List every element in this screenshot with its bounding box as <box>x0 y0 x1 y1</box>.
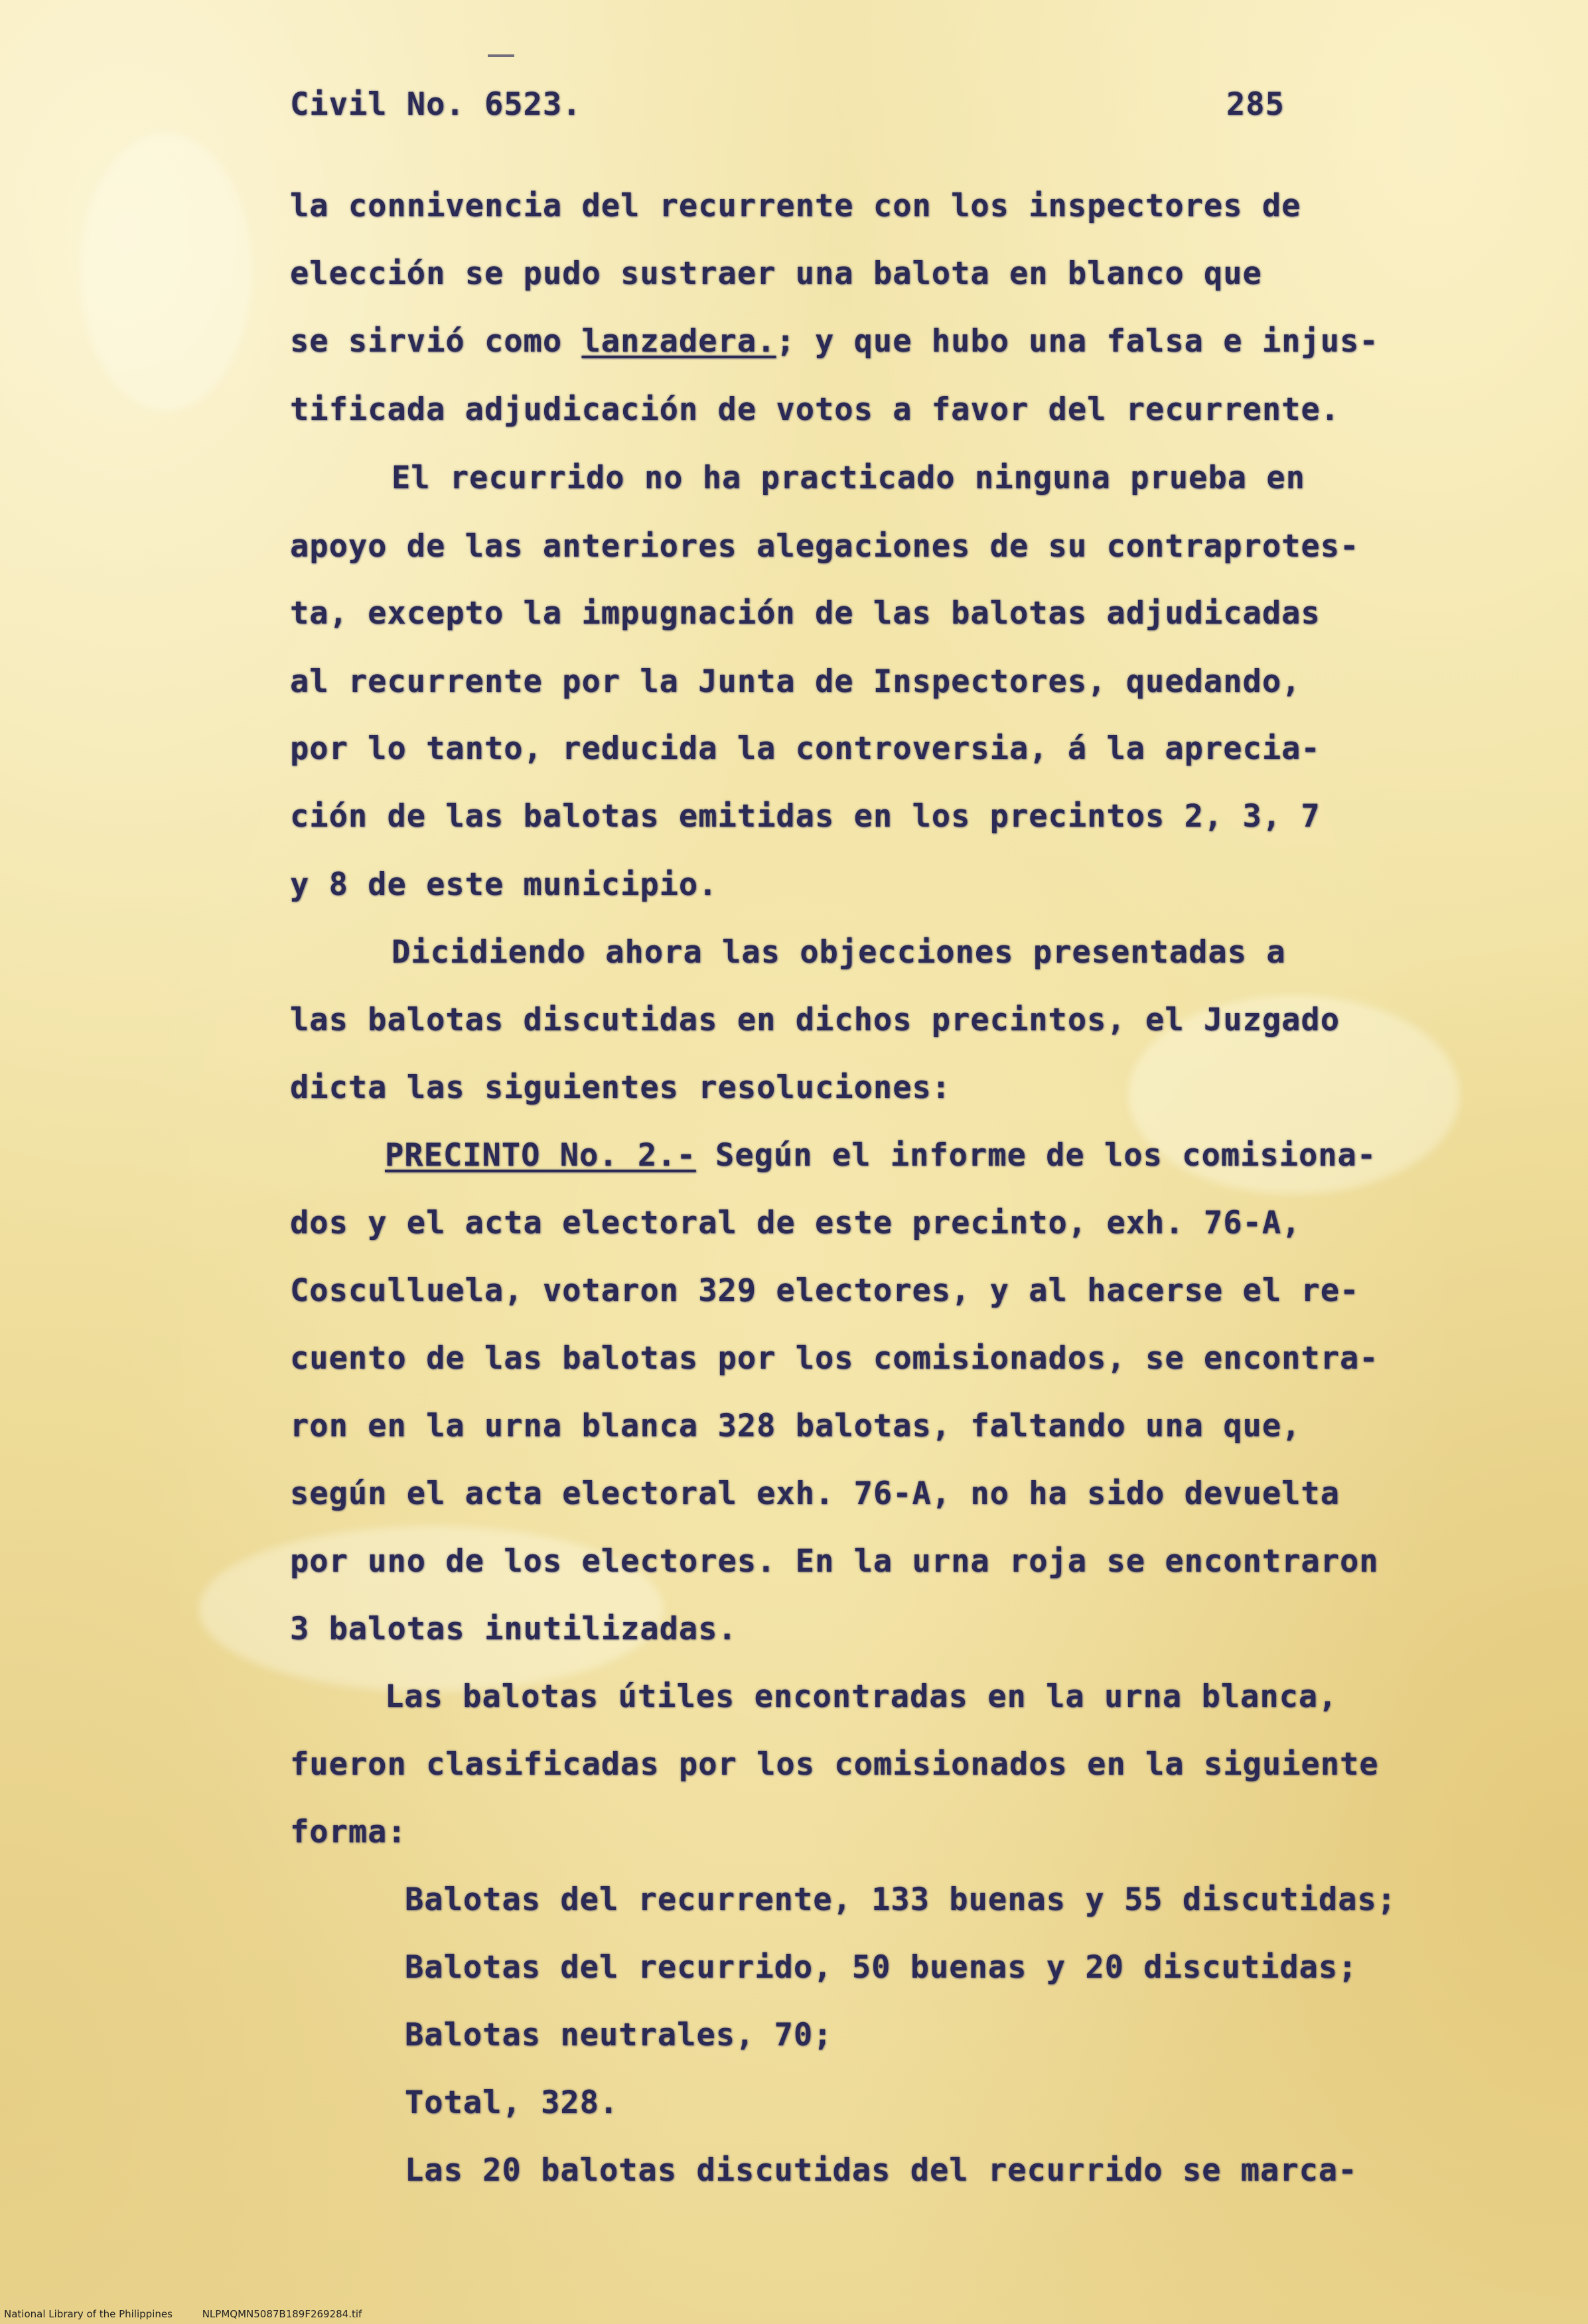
scan-footer <box>4 2308 388 2320</box>
text-segment: ; y que hubo una falsa e injus- <box>776 323 1379 360</box>
list-item: Balotas neutrales, 70; <box>405 2017 833 2053</box>
library-name: National Library of the Philippines <box>4 2308 173 2320</box>
text-line: 3 balotas inutilizadas. <box>290 1611 737 1647</box>
paragraph-start: El recurrido no ha practicado ninguna prueba en <box>392 460 1305 496</box>
text-line: las balotas discutidas en dichos precintos, el Juzgado <box>290 1002 1340 1038</box>
paper-crease <box>80 133 252 411</box>
text-line <box>290 323 1379 360</box>
underlined-word: lanzadera. <box>581 323 776 360</box>
text-line: la connivencia del recurrente con los inspectores de <box>290 188 1301 224</box>
text-line: ta, excepto la impugnación de las balotas adjudicadas <box>290 595 1321 632</box>
file-id: NLPMQMN5087B189F269284.tif <box>202 2308 362 2320</box>
header-mark <box>488 54 514 57</box>
page-number: 285 <box>1226 86 1285 123</box>
list-item: Balotas del recurrente, 133 buenas y 55 discutidas; <box>405 1881 1397 1918</box>
text-line: por lo tanto, reducida la controversia, á la aprecia- <box>290 730 1321 767</box>
text-line: dicta las siguientes resoluciones: <box>290 1069 952 1106</box>
text-line: ción de las balotas emitidas en los precintos 2, 3, 7 <box>290 798 1321 835</box>
text-line: fueron clasificadas por los comisionados en la siguiente <box>290 1746 1379 1783</box>
list-item: Balotas del recurrido, 50 buenas y 20 discutidas; <box>405 1949 1358 1986</box>
text-segment: se sirvió como <box>290 323 582 360</box>
text-line: al recurrente por la Junta de Inspectores, quedando, <box>290 663 1301 700</box>
text-line: apoyo de las anteriores alegaciones de su contraprotes- <box>290 528 1360 565</box>
text-line: elección se pudo sustraer una balota en blanco que <box>290 255 1262 292</box>
case-number: Civil No. 6523. <box>290 86 582 123</box>
text-line: Las 20 balotas discutidas del recurrido se marca- <box>405 2152 1358 2189</box>
text-line: por uno de los electores. En la urna roja se encontraron <box>290 1543 1379 1580</box>
text-line: según el acta electoral exh. 76-A, no ha sido devuelta <box>290 1475 1340 1512</box>
text-line <box>385 1137 1376 1174</box>
text-line: ron en la urna blanca 328 balotas, faltando una que, <box>290 1408 1301 1444</box>
paragraph-start: Las balotas útiles encontradas en la urna blanca, <box>385 1678 1338 1715</box>
text-line: forma: <box>290 1814 407 1850</box>
text-segment: Según el informe de los comisiona- <box>715 1137 1377 1174</box>
text-line: cuento de las balotas por los comisionados, se encontra- <box>290 1340 1379 1377</box>
text-line: tificada adjudicación de votos a favor del recurrente. <box>290 391 1340 428</box>
paragraph-start: Dicidiendo ahora las objecciones presentadas a <box>392 934 1286 971</box>
text-line: Cosculluela, votaron 329 electores, y al hacerse el re- <box>290 1272 1360 1309</box>
precinto-heading: PRECINTO No. 2.- <box>385 1137 696 1174</box>
text-line: dos y el acta electoral de este precinto, exh. 76-A, <box>290 1205 1301 1241</box>
list-item: Total, 328. <box>405 2085 619 2121</box>
text-line: y 8 de este municipio. <box>290 866 718 903</box>
